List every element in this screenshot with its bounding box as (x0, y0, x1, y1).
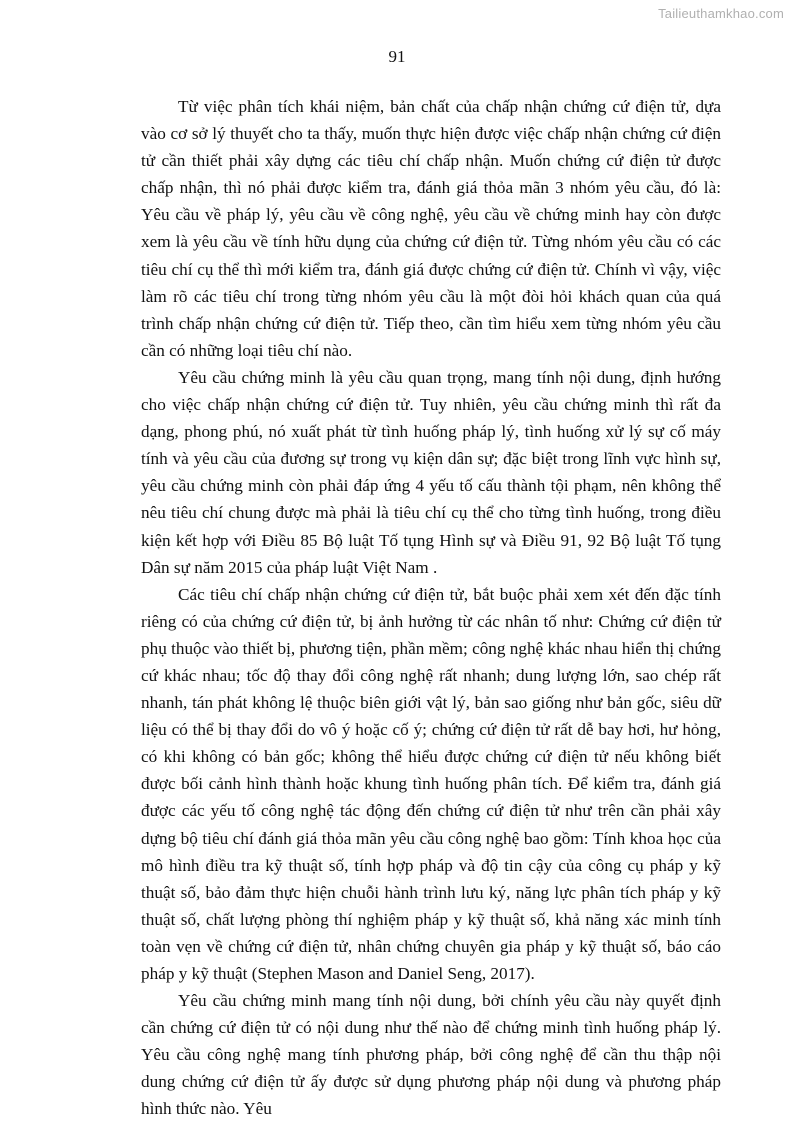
watermark: Tailieuthamkhao.com (658, 6, 784, 21)
paragraph-2: Yêu cầu chứng minh là yêu cầu quan trọng, mang tính nội dung, định hướng cho việc chấp nhận chứng cứ điện tử. Tuy nhiên, yêu cầu chứng minh thì rất đa dạng, phong phú, nó xuất phát từ tình huống pháp lý, tình huống xử lý sự cố máy tính và yêu cầu của đương sự trong vụ kiện dân sự; đặc biệt trong lĩnh vực hình sự, yêu cầu chứng minh còn phải đáp ứng 4 yếu tố cấu thành tội phạm, nên không thể nêu tiêu chí chung được mà phải là tiêu chí cụ thể cho từng tình huống, trong điều kiện kết hợp với Điều 85 Bộ luật Tố tụng Hình sự và Điều 91, 92 Bộ luật Tố tụng Dân sự năm 2015 của pháp luật Việt Nam . (141, 367, 721, 577)
paragraph-4: Yêu cầu chứng minh mang tính nội dung, bởi chính yêu cầu này quyết định cần chứng cứ điện tử có nội dung như thế nào để chứng minh tình huống pháp lý. Yêu cầu công nghệ mang tính phương pháp, bởi công nghệ để cần thu thập nội dung chứng cứ điện tử ấy được sử dụng phương pháp nội dung và phương pháp hình thức nào. Yêu (141, 991, 721, 1119)
paragraph-3: Các tiêu chí chấp nhận chứng cứ điện tử, bắt buộc phải xem xét đến đặc tính riêng có của chứng cứ điện tử, bị ảnh hưởng từ các nhân tố như: Chứng cứ điện tử phụ thuộc vào thiết bị, phương tiện, phần mềm; công nghệ khác nhau hiển thị chứng cứ khác nhau; tốc độ thay đổi công nghệ rất nhanh; dung lượng lớn, sao chép rất nhanh, tán phát không lệ thuộc biên giới vật lý, bản sao giống như bản gốc, siêu dữ liệu có thể bị thay đổi do vô ý hoặc cố ý; chứng cứ điện tử rất dễ bay hơi, hư hỏng, có khi không có bản gốc; không thể hiểu được chứng cứ điện tử nếu không biết được bối cảnh hình thành hoặc khung tình huống phân tích. Để kiểm tra, đánh giá được các yếu tố công nghệ tác động đến chứng cứ điện tử như trên cần phải xây dựng bộ tiêu chí đánh giá thỏa mãn yêu cầu công nghệ bao gồm: Tính khoa học của mô hình điều tra kỹ thuật số, tính hợp pháp và độ tin cậy của công cụ pháp y kỹ thuật số, bảo đảm thực hiện chuỗi hành trình lưu ký, năng lực phân tích pháp y kỹ thuật số, chất lượng phòng thí nghiệm pháp y kỹ thuật số, khả năng xác minh tính toàn vẹn về chứng cứ điện tử, nhân chứng chuyên gia pháp y kỹ thuật số, báo cáo pháp y kỹ thuật (Stephen Mason and Daniel Seng, 2017). (141, 584, 721, 983)
paragraph-1: Từ việc phân tích khái niệm, bản chất của chấp nhận chứng cứ điện tử, dựa vào cơ sở lý thuyết cho ta thấy, muốn thực hiện được việc chấp nhận chứng cứ điện tử cần thiết phải xây dựng các tiêu chí chấp nhận. Muốn chứng cứ điện tử được chấp nhận, thì nó phải được kiểm tra, đánh giá thỏa mãn 3 nhóm yêu cầu, đó là: Yêu cầu về pháp lý, yêu cầu về công nghệ, yêu cầu về chứng minh hay còn được xem là yêu cầu về tính hữu dụng của chứng cứ điện tử. Từng nhóm yêu cầu có các tiêu chí cụ thể thì mới kiểm tra, đánh giá được chứng cứ điện tử. Chính vì vậy, việc làm rõ các tiêu chí trong từng nhóm yêu cầu là một đòi hỏi khách quan của quá trình chấp nhận chứng cứ điện tử. Tiếp theo, cần tìm hiểu xem từng nhóm yêu cầu cần có những loại tiêu chí nào. (141, 97, 721, 360)
document-body (141, 93, 721, 1123)
page-number: 91 (388, 47, 406, 66)
